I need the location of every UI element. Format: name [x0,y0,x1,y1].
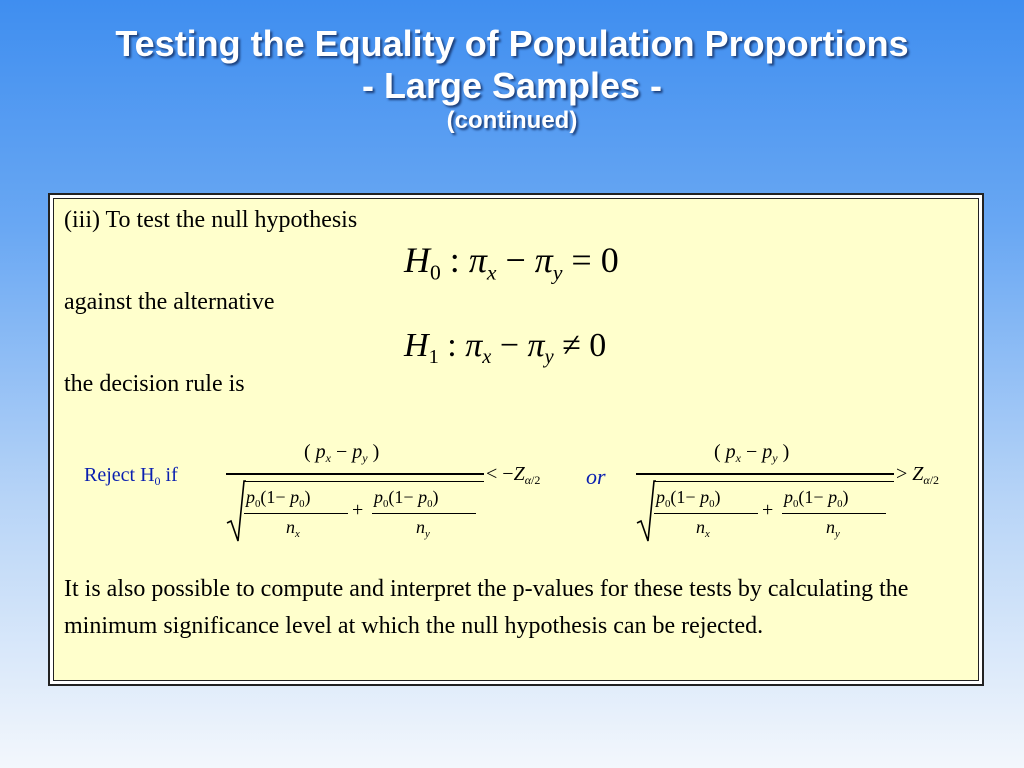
left-condition: < $-Z_{\alpha/2}$ [486,463,541,488]
right-term1-line [654,513,758,514]
alternative-hypothesis-formula: $H_1$ : $\pi_x - \pi_y \ne 0$ [404,327,607,369]
reject-label [84,464,178,489]
intro-text: (iii) To test the null hypothesis [64,207,358,233]
reject-prefix: Reject H [84,464,155,486]
reject-suffix: if [160,464,178,486]
left-main-fraction-line [226,473,484,475]
right-term1-den: $n_x$ [696,517,710,540]
left-term1-den: $n_x$ [286,517,300,540]
right-term1-num: $p_0(1- p_0)$ [656,487,721,510]
right-plus: + [762,499,774,521]
decision-text: the decision rule is [64,371,245,397]
left-sqrt-icon [226,477,246,545]
right-term2-num: $p_0(1- p_0)$ [784,487,849,510]
title-line-1: Testing the Equality of Population Proportions [115,23,909,64]
content-box [48,193,984,686]
right-term2-den: $n_y$ [826,517,840,540]
left-term2-num: $p_0(1- p_0)$ [374,487,439,510]
left-term1-num: $p_0(1- p_0)$ [246,487,311,510]
right-condition: > $Z_{\alpha/2}$ [896,463,940,488]
left-plus: + [352,499,364,521]
right-sqrt-bar [654,481,894,482]
left-numerator: ( $p_x - p_y$ ) [304,441,380,466]
or-text: or [586,464,606,489]
right-term2-line [782,513,886,514]
left-term2-den: $n_y$ [416,517,430,540]
title-line-3: (continued) [446,107,578,134]
left-term1-line [244,513,348,514]
right-numerator: ( $p_x - p_y$ ) [714,441,790,466]
p-value-paragraph: It is also possible to compute and interpret the p-values for these tests by calculating the minimum significance level at which the null hypothesis can be rejected. [64,576,909,639]
left-term2-line [372,513,476,514]
content-box-inner [53,198,979,681]
slide-title [0,22,1024,136]
against-text: against the alternative [64,289,275,315]
reject-sub: 0 [154,474,161,489]
title-line-2: - Large Samples - [361,65,663,106]
left-sqrt-bar [244,481,484,482]
null-hypothesis-formula: $H_0$ : $\pi_x - \pi_y = 0$ [404,240,619,285]
right-sqrt-icon [636,477,656,545]
right-main-fraction-line [636,473,894,475]
